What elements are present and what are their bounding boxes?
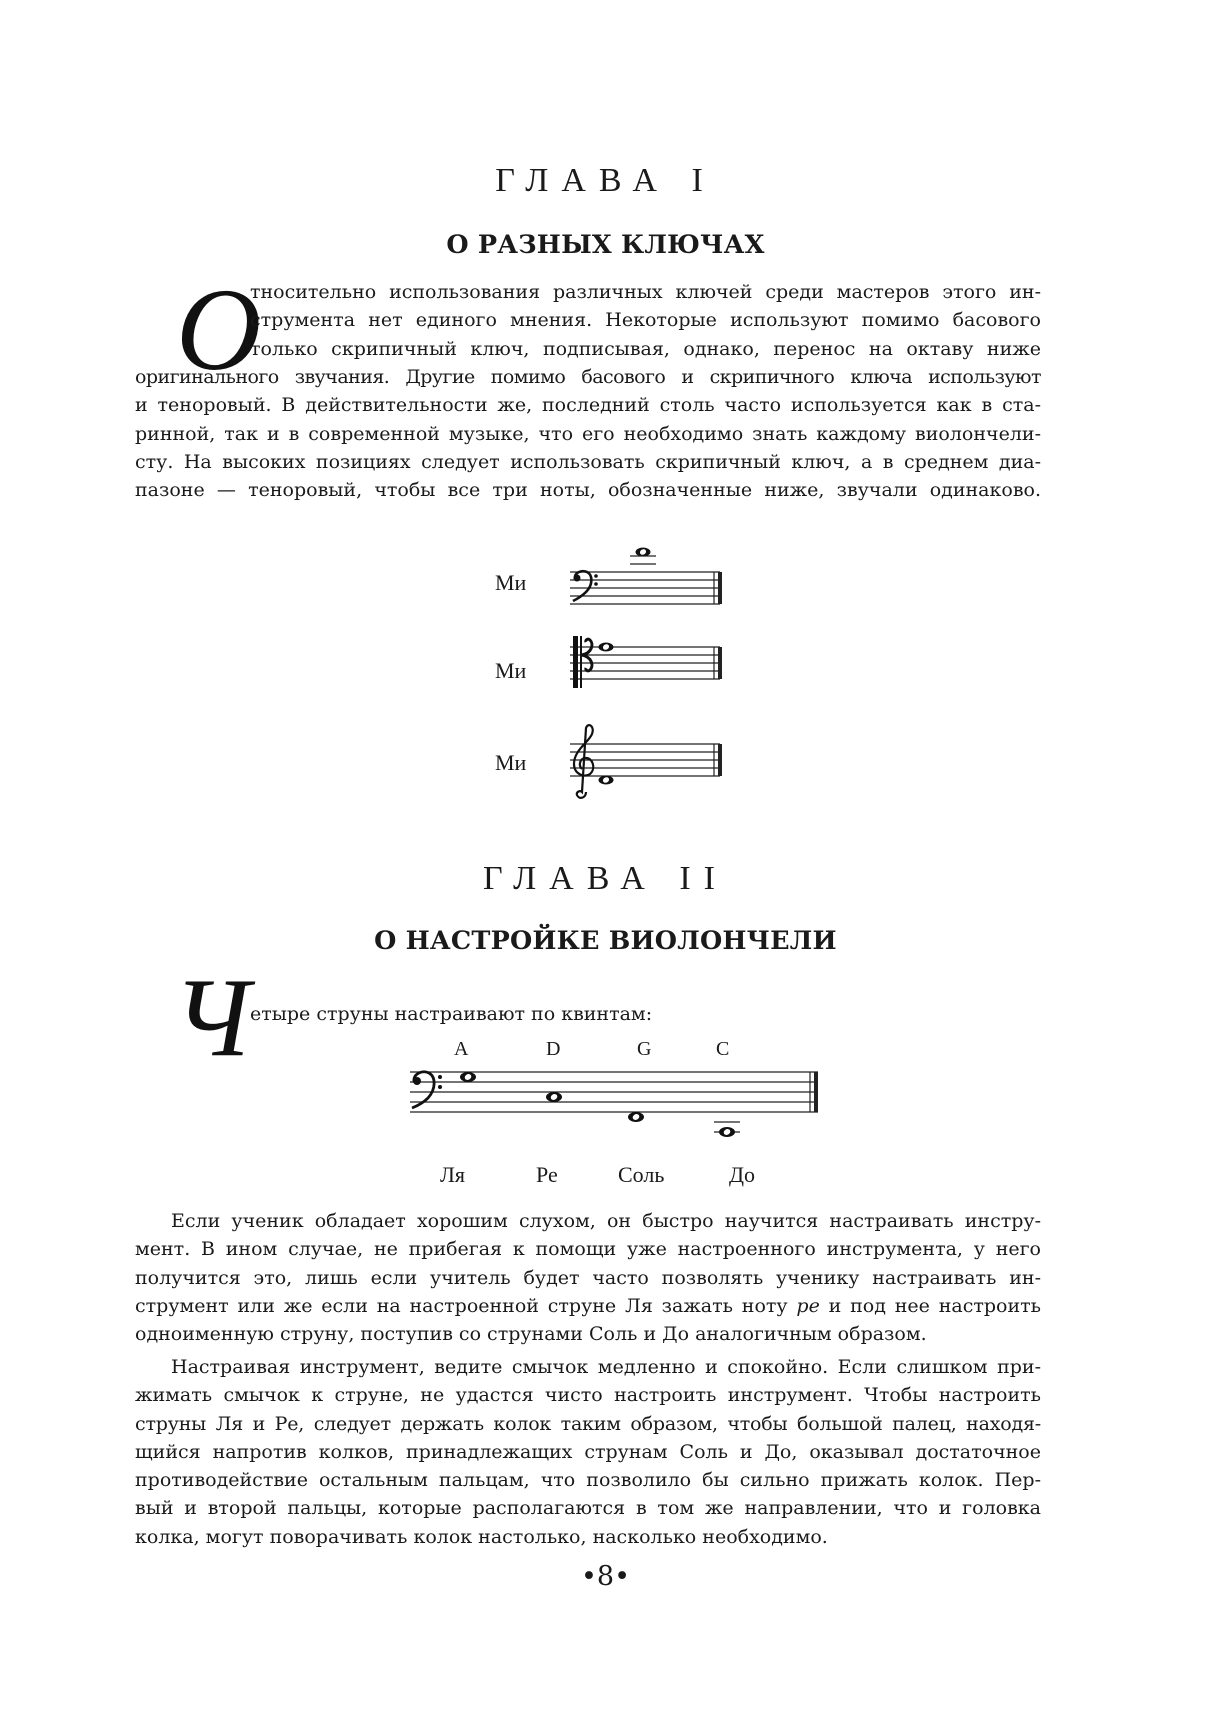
- string-name-d: Ре: [536, 1162, 558, 1187]
- note-c-icon: [719, 1127, 735, 1137]
- staff-treble-clef: [560, 720, 740, 810]
- text-line: ринной, так и в современной музыке, что его необходимо знать каждому виолончели-: [135, 422, 1041, 445]
- text-span: и под нее настроить: [819, 1294, 1041, 1317]
- text-line: колка, могут поворачивать колок настолько, насколько необходимо.: [135, 1525, 828, 1548]
- staff-bass-clef: [560, 545, 740, 620]
- text-span: струмент или же если на настроенной струне Ля зажать ноту: [135, 1294, 797, 1317]
- text-line: оригинального звучания. Другие помимо басового и скрипичного ключа используют: [135, 366, 1041, 388]
- chapter-1-heading: О РАЗНЫХ КЛЮЧАХ: [446, 230, 765, 260]
- italic-note: ре: [796, 1294, 820, 1317]
- string-letter-d: D: [546, 1038, 561, 1060]
- example-label-treble: Ми: [495, 750, 527, 775]
- text-line: Настраивая инструмент, ведите смычок медленно и спокойно. Если слишком при-: [171, 1356, 1041, 1378]
- drop-cap-o: О: [176, 264, 262, 395]
- page-number: •8•: [580, 1561, 631, 1592]
- staff-tuning: [400, 1060, 820, 1140]
- text-line: пазоне — теноровый, чтобы все три ноты, обозначенные ниже, звучали одинаково.: [135, 479, 1041, 502]
- whole-note-icon: [599, 776, 614, 785]
- chapter-2-paragraph-2: [135, 1353, 1041, 1551]
- chapter-1-paragraph-body: [135, 363, 1041, 504]
- drop-cap-ch: Ч: [173, 956, 251, 1080]
- text-line: щийся напротив колков, принадлежащих струнам Соль и До, оказывал достаточное: [135, 1440, 1041, 1463]
- example-label-bass: Ми: [495, 570, 527, 595]
- chapter-2-title: ГЛАВА II: [483, 860, 728, 897]
- chapter-1-title: ГЛАВА I: [495, 162, 716, 199]
- staff-tenor-clef: [560, 632, 740, 702]
- string-name-a: Ля: [440, 1162, 466, 1187]
- text-line: получится это, лишь если учитель будет часто позволять ученику настраивать ин-: [135, 1266, 1041, 1289]
- string-name-c: До: [729, 1162, 756, 1187]
- chapter-2-paragraph-1: [135, 1207, 1041, 1348]
- string-letter-a: A: [454, 1038, 469, 1060]
- text-line: одноименную струну, поступив со струнами Соль и До аналогичным образом.: [135, 1323, 927, 1346]
- text-line: струмента нет единого мнения. Некоторые используют помимо басового: [250, 309, 1041, 332]
- text-line: Если ученик обладает хорошим слухом, он быстро научится настраивать инстру-: [171, 1210, 1041, 1232]
- string-letter-g: G: [637, 1038, 652, 1060]
- text-line: струны Ля и Ре, следует держать колок таким образом, чтобы большой палец, находя-: [135, 1412, 1041, 1435]
- note-d-icon: [546, 1092, 562, 1102]
- text-line: мент. В ином случае, не прибегая к помощи уже настроенного инструмента, у него: [135, 1238, 1041, 1261]
- string-letter-c: C: [716, 1038, 730, 1060]
- whole-note-icon: [636, 548, 651, 557]
- note-a-icon: [460, 1072, 476, 1082]
- note-g-icon: [628, 1112, 644, 1122]
- chapter-2-heading: О НАСТРОЙКЕ ВИОЛОНЧЕЛИ: [374, 926, 837, 956]
- text-line: только скрипичный ключ, подписывая, однако, перенос на октаву ниже: [250, 337, 1041, 360]
- text-line: [135, 1292, 1041, 1320]
- text-line: вый и второй пальцы, которые располагаются в том же направлении, что и головка: [135, 1497, 1041, 1520]
- string-name-g: Соль: [618, 1162, 665, 1187]
- text-line: тносительно использования различных ключей среди мастеров этого ин-: [250, 281, 1041, 303]
- treble-clef-icon: [574, 725, 593, 798]
- tenor-clef-icon: [573, 636, 592, 688]
- text-line: сту. На высоких позициях следует использовать скрипичный ключ, а в среднем диа-: [135, 450, 1041, 473]
- whole-note-icon: [599, 643, 614, 652]
- text-line: жимать смычок к струне, не удастся чисто настроить инструмент. Чтобы настроить: [135, 1384, 1041, 1407]
- text-line: противодействие остальным пальцам, что позволило бы сильно прижать колок. Пер-: [135, 1469, 1041, 1492]
- chapter-2-intro: [250, 1000, 850, 1028]
- text-line: и теноровый. В действительности же, последний столь часто используется как в ста-: [135, 394, 1041, 417]
- example-label-tenor: Ми: [495, 658, 527, 683]
- text-line: етыре струны настраивают по квинтам:: [250, 1003, 653, 1025]
- chapter-1-paragraph-top: [250, 278, 1041, 363]
